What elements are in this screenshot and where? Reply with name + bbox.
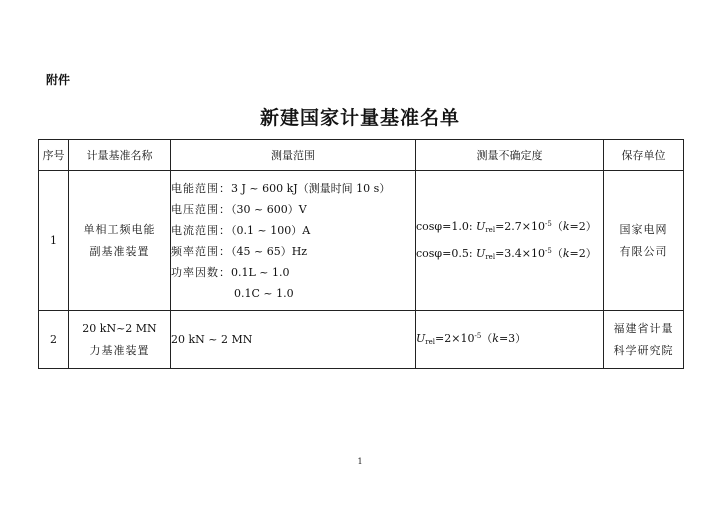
header-uncertainty: 测量不确定度 [416,140,604,171]
uncertainty-line [416,326,603,353]
k-value: =2） [569,246,597,260]
row-no: 2 [39,311,69,369]
unit-line: 有限公司 [619,244,668,258]
header-unit: 保存单位 [604,140,684,171]
row-name [69,311,171,369]
u-open: （ [551,246,563,260]
table-row [39,311,684,369]
table-header-row [39,140,684,171]
uncertainty-line [416,214,603,241]
u-prefix: cosφ=1.0: [416,219,477,233]
range-label: 电流范围： [171,223,231,237]
u-prefix: cosφ=0.5: [416,246,477,260]
uncertainty-line [416,241,603,268]
page-number: 1 [357,457,363,466]
row-name [69,171,171,311]
unit-line: 福建省计量 [613,321,674,335]
u-exp: -5 [474,332,482,340]
name-line: 力基准装置 [89,343,150,357]
u-sub: rel [485,252,496,261]
table-row [39,171,684,311]
row-unit [604,311,684,369]
range-value: （30 ~ 600）V [231,202,307,216]
row-no: 1 [39,171,69,311]
name-line: 副基准装置 [89,244,150,258]
header-name: 计量基准名称 [69,140,171,171]
row-uncertainty [416,311,604,369]
range-label: 电能范围： [171,181,231,195]
u-exp: -5 [545,246,552,255]
attachment-label: 附件 [46,73,71,87]
k-symbol: k [562,246,570,260]
u-exp: -5 [545,219,552,228]
range-value: （45 ~ 65）Hz [231,244,308,258]
range-value: （0.1 ~ 100）A [231,223,311,237]
row-uncertainty [416,171,604,311]
u-value: =2×10 [435,332,475,345]
k-value: =2） [569,219,597,233]
range-label: 频率范围： [171,244,231,258]
name-line: 单相工频电能 [83,222,156,236]
page-title: 新建国家计量基准名单 [259,107,460,129]
unit-line: 国家电网 [619,222,668,236]
u-symbol: U [476,246,486,260]
u-value: =3.4×10 [495,246,545,260]
u-value: =2.7×10 [495,219,545,233]
range-label: 电压范围： [171,202,231,216]
u-sub: rel [485,225,496,234]
k-symbol: k [562,219,570,233]
unit-line: 科学研究院 [613,343,674,357]
standards-table [38,139,684,369]
k-value: =3） [498,332,527,345]
u-symbol: U [476,219,486,233]
u-symbol: U [416,332,426,345]
range-label: 功率因数： [171,265,231,279]
k-symbol: k [492,332,499,345]
header-no: 序号 [39,140,69,171]
row-unit [604,171,684,311]
u-open: （ [551,219,563,233]
u-open: （ [481,332,493,345]
range-value: 0.1L ~ 1.0 [231,265,290,279]
range-value: 3 J ~ 600 kJ（测量时间 10 s） [231,181,391,195]
row-range [171,171,416,311]
row-range: 20 kN ~ 2 MN [171,311,416,369]
name-line: 20 kN~2 MN [82,321,157,335]
header-range: 测量范围 [171,140,416,171]
range-value: 0.1C ~ 1.0 [234,286,294,300]
u-sub: rel [425,338,436,346]
